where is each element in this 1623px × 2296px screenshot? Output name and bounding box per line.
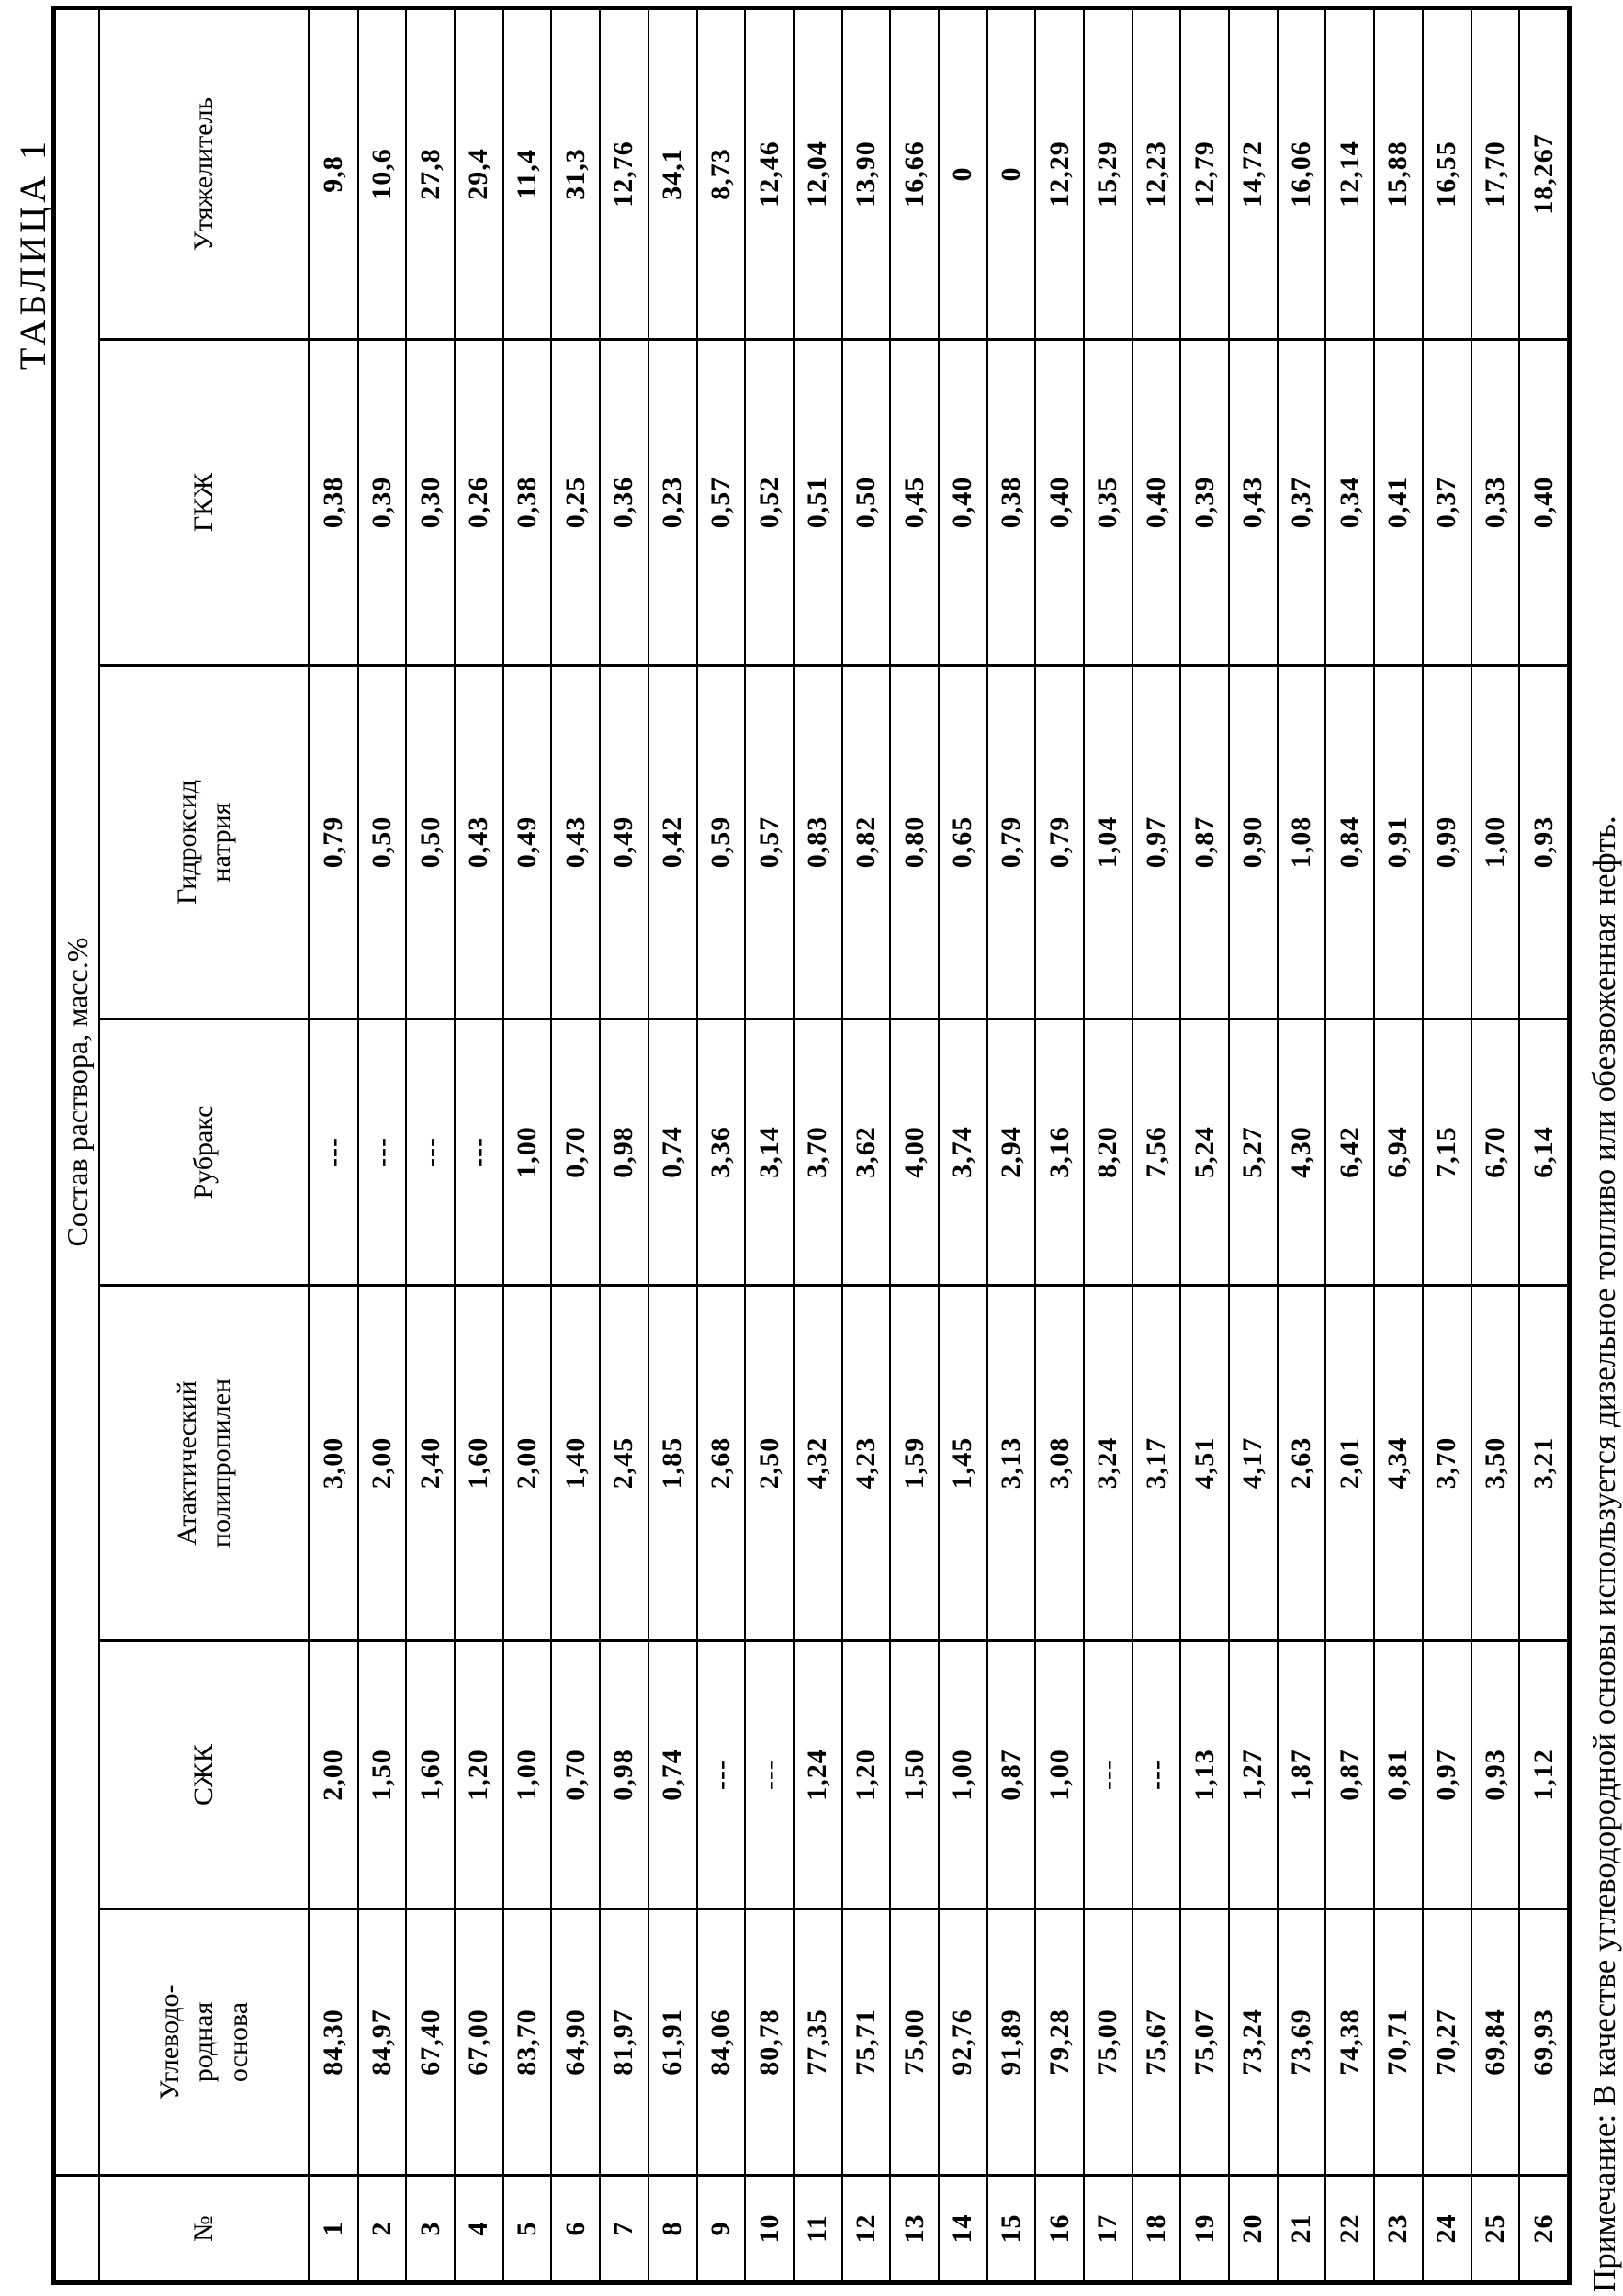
table-row <box>939 8 987 2283</box>
cell: 67,00 <box>455 1909 503 2176</box>
table-title: ТАБЛИЦА 1 <box>12 138 53 371</box>
cell: 1,60 <box>406 1641 455 1909</box>
table-row <box>1471 8 1520 2283</box>
cell: 0,87 <box>1325 1641 1374 1909</box>
cell: 26 <box>1519 2176 1569 2283</box>
table-row <box>1229 8 1278 2283</box>
cell: 0,97 <box>1133 666 1181 1019</box>
cell: 69,93 <box>1519 1909 1569 2176</box>
cell: 5,27 <box>1229 1019 1278 1286</box>
cell: 6 <box>551 2176 600 2283</box>
cell: 0,98 <box>600 1641 648 1909</box>
cell: 84,30 <box>310 1909 358 2176</box>
cell: 0,37 <box>1278 340 1326 666</box>
cell: 0,37 <box>1423 340 1471 666</box>
cell: 0 <box>987 8 1036 340</box>
cell: 1,08 <box>1278 666 1326 1019</box>
cell: 1,00 <box>503 1641 552 1909</box>
cell: 0,30 <box>406 340 455 666</box>
cell: 17,70 <box>1471 8 1520 340</box>
table-row <box>842 8 891 2283</box>
cell: 15,29 <box>1084 8 1133 340</box>
cell: 18 <box>1133 2176 1181 2283</box>
cell: 7,15 <box>1423 1019 1471 1286</box>
cell: 80,78 <box>745 1909 794 2176</box>
cell: 10 <box>745 2176 794 2283</box>
cell: 0,38 <box>987 340 1036 666</box>
cell: 73,69 <box>1278 1909 1326 2176</box>
table-row <box>1423 8 1471 2283</box>
cell: 17 <box>1084 2176 1133 2283</box>
cell: 3,21 <box>1519 1286 1569 1641</box>
cell: 75,07 <box>1180 1909 1229 2176</box>
cell: 0,79 <box>987 666 1036 1019</box>
group-header: Состав раствора, масс.% <box>54 8 100 2176</box>
cell: 0,70 <box>551 1641 600 1909</box>
cell: 0,81 <box>1374 1641 1423 1909</box>
cell: 74,38 <box>1325 1909 1374 2176</box>
cell: 3,00 <box>310 1286 358 1641</box>
cell: 9 <box>697 2176 746 2283</box>
cell: 64,90 <box>551 1909 600 2176</box>
cell: 1,45 <box>939 1286 987 1641</box>
cell: --- <box>358 1019 407 1286</box>
cell: 0,40 <box>1035 340 1084 666</box>
table-row <box>648 8 697 2283</box>
cell: 92,76 <box>939 1909 987 2176</box>
cell: 11,4 <box>503 8 552 340</box>
cell: 22 <box>1325 2176 1374 2283</box>
table-row <box>600 8 648 2283</box>
cell: 0,82 <box>842 666 891 1019</box>
table-row <box>1374 8 1423 2283</box>
table-row <box>551 8 600 2283</box>
cell: 1,50 <box>890 1641 939 1909</box>
cell: 6,70 <box>1471 1019 1520 1286</box>
cell: 16,06 <box>1278 8 1326 340</box>
cell: 70,27 <box>1423 1909 1471 2176</box>
col-header-base: Углеводо- родная основа <box>99 1909 310 2176</box>
cell: 73,24 <box>1229 1909 1278 2176</box>
cell: 12,29 <box>1035 8 1084 340</box>
col-header-gkzh: ГКЖ <box>99 340 310 666</box>
table-row <box>358 8 407 2283</box>
cell: 0,50 <box>358 666 407 1019</box>
cell: 7,56 <box>1133 1019 1181 1286</box>
cell: 1,00 <box>939 1641 987 1909</box>
cell: 4 <box>455 2176 503 2283</box>
cell: 2,01 <box>1325 1286 1374 1641</box>
cell: 16,66 <box>890 8 939 340</box>
cell: 20 <box>1229 2176 1278 2283</box>
cell: 23 <box>1374 2176 1423 2283</box>
cell: 0,59 <box>697 666 746 1019</box>
cell: 0,74 <box>648 1641 697 1909</box>
cell: 0,98 <box>600 1019 648 1286</box>
cell: 0,49 <box>600 666 648 1019</box>
cell: 91,89 <box>987 1909 1036 2176</box>
table-row <box>1084 8 1133 2283</box>
cell: 13 <box>890 2176 939 2283</box>
cell: 3,08 <box>1035 1286 1084 1641</box>
cell: 0,99 <box>1423 666 1471 1019</box>
table-row <box>794 8 842 2283</box>
cell: 75,71 <box>842 1909 891 2176</box>
cell: 29,4 <box>455 8 503 340</box>
table-row <box>1035 8 1084 2283</box>
table-row <box>1133 8 1181 2283</box>
cell: --- <box>1084 1641 1133 1909</box>
cell: 34,1 <box>648 8 697 340</box>
table-row <box>455 8 503 2283</box>
cell: 2,00 <box>503 1286 552 1641</box>
cell: 0,52 <box>745 340 794 666</box>
cell: 0,39 <box>358 340 407 666</box>
col-header-num: № <box>99 2176 310 2283</box>
cell: 0,90 <box>1229 666 1278 1019</box>
cell: 0,33 <box>1471 340 1520 666</box>
cell: 0,87 <box>1180 666 1229 1019</box>
col-header-rubrax: Рубракс <box>99 1019 310 1286</box>
cell: 81,97 <box>600 1909 648 2176</box>
cell: 1,60 <box>455 1286 503 1641</box>
cell: --- <box>697 1641 746 1909</box>
cell: 4,30 <box>1278 1019 1326 1286</box>
table-row <box>987 8 1036 2283</box>
cell: 14 <box>939 2176 987 2283</box>
cell: 67,40 <box>406 1909 455 2176</box>
cell: 3,36 <box>697 1019 746 1286</box>
cell: 2,45 <box>600 1286 648 1641</box>
cell: 24 <box>1423 2176 1471 2283</box>
cell: 0,91 <box>1374 666 1423 1019</box>
cell: 1,27 <box>1229 1641 1278 1909</box>
cell: 4,23 <box>842 1286 891 1641</box>
cell: 12,04 <box>794 8 842 340</box>
cell: 1,50 <box>358 1641 407 1909</box>
cell: 0,79 <box>310 666 358 1019</box>
cell: 16 <box>1035 2176 1084 2283</box>
table-row <box>1519 8 1569 2283</box>
cell: 6,14 <box>1519 1019 1569 1286</box>
cell: 2,68 <box>697 1286 746 1641</box>
table-row <box>310 8 358 2283</box>
cell: 0,97 <box>1423 1641 1471 1909</box>
cell: 12,46 <box>745 8 794 340</box>
cell: 84,06 <box>697 1909 746 2176</box>
cell: 27,8 <box>406 8 455 340</box>
cell: 0,42 <box>648 666 697 1019</box>
cell: 0,83 <box>794 666 842 1019</box>
cell: 12,14 <box>1325 8 1374 340</box>
num-header-spacer <box>54 2176 100 2283</box>
cell: 61,91 <box>648 1909 697 2176</box>
cell: 79,28 <box>1035 1909 1084 2176</box>
cell: 0,40 <box>1519 340 1569 666</box>
cell: 3,14 <box>745 1019 794 1286</box>
cell: 69,84 <box>1471 1909 1520 2176</box>
cell: 0,87 <box>987 1641 1036 1909</box>
cell: 2,00 <box>358 1286 407 1641</box>
cell: --- <box>310 1019 358 1286</box>
cell: 16,55 <box>1423 8 1471 340</box>
cell: 0,45 <box>890 340 939 666</box>
cell: 8,20 <box>1084 1019 1133 1286</box>
footnote: Примечание: В качестве углеводородной основы используется дизельное топливо или обезвоженная нефть. <box>1585 816 1622 2292</box>
cell: 0,35 <box>1084 340 1133 666</box>
cell: 12,23 <box>1133 8 1181 340</box>
cell: 0,49 <box>503 666 552 1019</box>
cell: 0,34 <box>1325 340 1374 666</box>
cell: 19 <box>1180 2176 1229 2283</box>
cell: 4,51 <box>1180 1286 1229 1641</box>
cell: 1 <box>310 2176 358 2283</box>
cell: 75,00 <box>890 1909 939 2176</box>
cell: 2,63 <box>1278 1286 1326 1641</box>
cell: 9,8 <box>310 8 358 340</box>
cell: 4,00 <box>890 1019 939 1286</box>
cell: 0,40 <box>1133 340 1181 666</box>
cell: 21 <box>1278 2176 1326 2283</box>
cell: 5 <box>503 2176 552 2283</box>
cell: 1,04 <box>1084 666 1133 1019</box>
cell: 1,00 <box>503 1019 552 1286</box>
cell: 25 <box>1471 2176 1520 2283</box>
cell: 0,93 <box>1471 1641 1520 1909</box>
cell: 1,00 <box>1471 666 1520 1019</box>
cell: 8,73 <box>697 8 746 340</box>
cell: 0,74 <box>648 1019 697 1286</box>
cell: 0,79 <box>1035 666 1084 1019</box>
table-row <box>745 8 794 2283</box>
cell: 8 <box>648 2176 697 2283</box>
cell: 75,00 <box>1084 1909 1133 2176</box>
cell: 0,50 <box>842 340 891 666</box>
cell: 12,79 <box>1180 8 1229 340</box>
cell: 1,20 <box>455 1641 503 1909</box>
cell: 0,43 <box>1229 340 1278 666</box>
cell: --- <box>455 1019 503 1286</box>
cell: 1,85 <box>648 1286 697 1641</box>
cell: 3,74 <box>939 1019 987 1286</box>
cell: 0,23 <box>648 340 697 666</box>
table-body <box>310 8 1570 2283</box>
col-header-szhk: СЖК <box>99 1641 310 1909</box>
cell: 70,71 <box>1374 1909 1423 2176</box>
cell: 31,3 <box>551 8 600 340</box>
cell: 7 <box>600 2176 648 2283</box>
cell: 11 <box>794 2176 842 2283</box>
cell: 0,84 <box>1325 666 1374 1019</box>
cell: 6,94 <box>1374 1019 1423 1286</box>
cell: 0,57 <box>697 340 746 666</box>
cell: --- <box>1133 1641 1181 1909</box>
cell: 4,17 <box>1229 1286 1278 1641</box>
cell: 1,40 <box>551 1286 600 1641</box>
table-row <box>1278 8 1326 2283</box>
cell: 0,80 <box>890 666 939 1019</box>
cell: 12 <box>842 2176 891 2283</box>
cell: 10,6 <box>358 8 407 340</box>
cell: 0,38 <box>310 340 358 666</box>
cell: 2,94 <box>987 1019 1036 1286</box>
cell: 2,40 <box>406 1286 455 1641</box>
cell: 2 <box>358 2176 407 2283</box>
cell: 1,24 <box>794 1641 842 1909</box>
cell: 1,00 <box>1035 1641 1084 1909</box>
cell: 0,41 <box>1374 340 1423 666</box>
table-row <box>890 8 939 2283</box>
cell: 3,24 <box>1084 1286 1133 1641</box>
cell: 0,26 <box>455 340 503 666</box>
cell: 3,62 <box>842 1019 891 1286</box>
table-row <box>1325 8 1374 2283</box>
cell: --- <box>745 1641 794 1909</box>
cell: 0,51 <box>794 340 842 666</box>
table-row <box>503 8 552 2283</box>
cell: 77,35 <box>794 1909 842 2176</box>
composition-table <box>51 6 1572 2285</box>
cell: 18,267 <box>1519 8 1569 340</box>
col-header-atactic: Атактический полипропилен <box>99 1286 310 1641</box>
cell: 0,25 <box>551 340 600 666</box>
cell: 1,12 <box>1519 1641 1569 1909</box>
cell: --- <box>406 1019 455 1286</box>
cell: 0,36 <box>600 340 648 666</box>
cell: 15 <box>987 2176 1036 2283</box>
cell: 3,16 <box>1035 1019 1084 1286</box>
cell: 4,34 <box>1374 1286 1423 1641</box>
cell: 0,43 <box>551 666 600 1019</box>
cell: 0,93 <box>1519 666 1569 1019</box>
table-row <box>697 8 746 2283</box>
table-row <box>406 8 455 2283</box>
cell: 0,57 <box>745 666 794 1019</box>
cell: 3,70 <box>1423 1286 1471 1641</box>
cell: 83,70 <box>503 1909 552 2176</box>
table-row <box>1180 8 1229 2283</box>
cell: 15,88 <box>1374 8 1423 340</box>
cell: 75,67 <box>1133 1909 1181 2176</box>
col-header-naoh: Гидроксид натрия <box>99 666 310 1019</box>
cell: 3,17 <box>1133 1286 1181 1641</box>
cell: 1,20 <box>842 1641 891 1909</box>
cell: 0,70 <box>551 1019 600 1286</box>
cell: 2,00 <box>310 1641 358 1909</box>
cell: 13,90 <box>842 8 891 340</box>
cell: 84,97 <box>358 1909 407 2176</box>
cell: 2,50 <box>745 1286 794 1641</box>
cell: 3,50 <box>1471 1286 1520 1641</box>
cell: 0,38 <box>503 340 552 666</box>
cell: 0,40 <box>939 340 987 666</box>
cell: 12,76 <box>600 8 648 340</box>
cell: 3,70 <box>794 1019 842 1286</box>
cell: 4,32 <box>794 1286 842 1641</box>
cell: 0,65 <box>939 666 987 1019</box>
cell: 3 <box>406 2176 455 2283</box>
cell: 0,43 <box>455 666 503 1019</box>
cell: 1,59 <box>890 1286 939 1641</box>
cell: 0,39 <box>1180 340 1229 666</box>
cell: 0 <box>939 8 987 340</box>
cell: 14,72 <box>1229 8 1278 340</box>
cell: 1,87 <box>1278 1641 1326 1909</box>
cell: 6,42 <box>1325 1019 1374 1286</box>
cell: 0,50 <box>406 666 455 1019</box>
cell: 1,13 <box>1180 1641 1229 1909</box>
col-header-weighting: Утяжелитель <box>99 8 310 340</box>
cell: 5,24 <box>1180 1019 1229 1286</box>
cell: 3,13 <box>987 1286 1036 1641</box>
